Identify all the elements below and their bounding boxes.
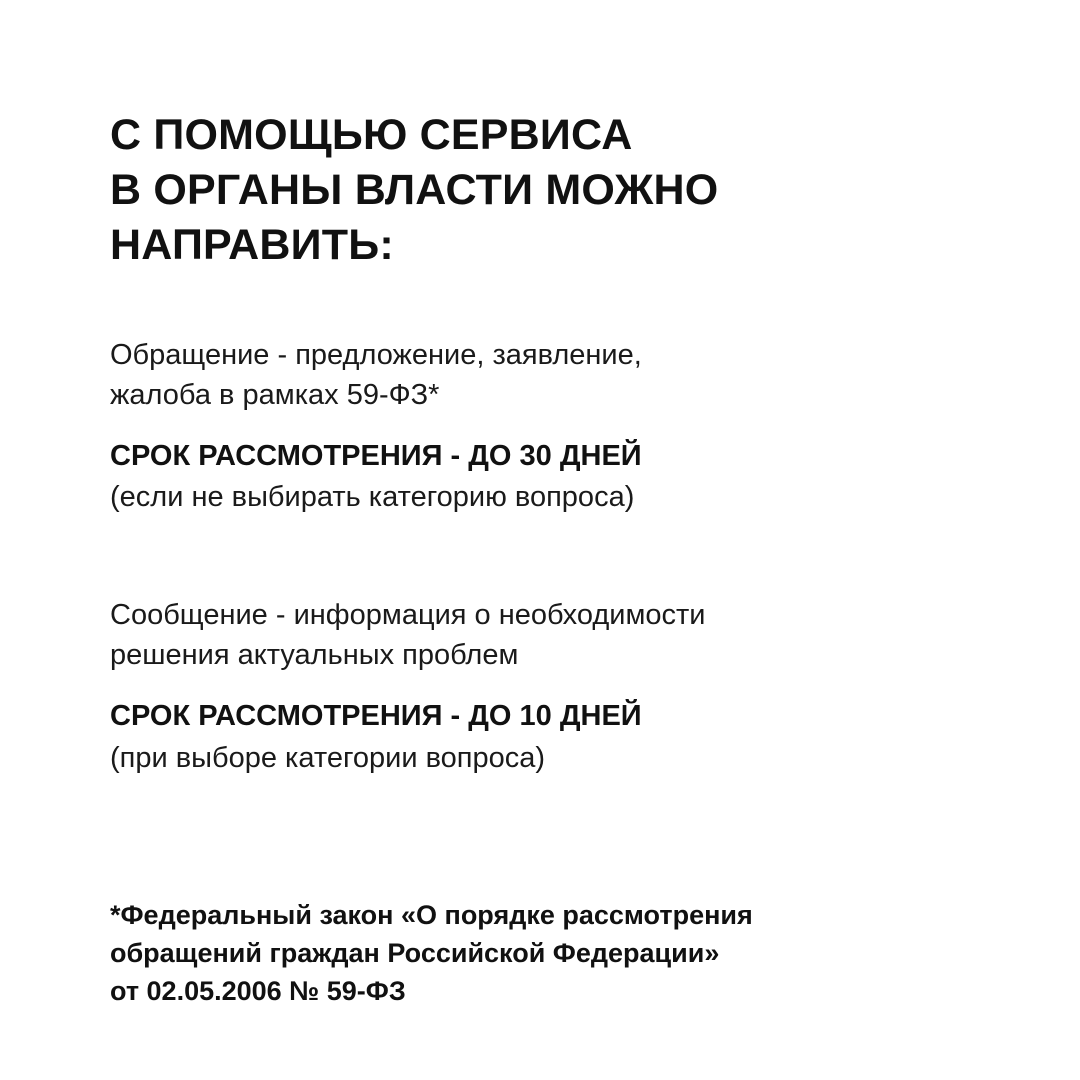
item-message-description-line-2: решения актуальных проблем — [110, 639, 519, 672]
section-divider — [110, 517, 970, 595]
page-title — [110, 108, 890, 273]
item-appeal-description — [110, 335, 910, 415]
item-message-term: СРОК РАССМОТРЕНИЯ - ДО 10 ДНЕЙ — [110, 700, 642, 733]
footnote-line-1: *Федеральный закон «О порядке рассмотрения — [110, 899, 753, 930]
item-message-description — [110, 595, 910, 675]
item-appeal — [110, 335, 970, 517]
footnote-line-3: от 02.05.2006 № 59-ФЗ — [110, 976, 406, 1007]
footnote — [110, 896, 940, 1011]
footnote-line-2: обращений граждан Российской Федерации» — [110, 938, 720, 969]
page-title-line-3: НАПРАВИТЬ: — [110, 221, 394, 270]
item-appeal-description-line-2: жалоба в рамках 59-ФЗ* — [110, 379, 440, 412]
page-title-line-2: В ОРГАНЫ ВЛАСТИ МОЖНО — [110, 166, 719, 215]
item-appeal-term: СРОК РАССМОТРЕНИЯ - ДО 30 ДНЕЙ — [110, 440, 642, 473]
page-title-line-1: С ПОМОЩЬЮ СЕРВИСА — [110, 111, 633, 159]
item-message — [110, 595, 970, 777]
item-message-description-line-1: Сообщение - информация о необходимости — [110, 599, 706, 632]
item-appeal-description-line-1: Обращение - предложение, заявление, — [110, 339, 642, 372]
item-message-note: (при выборе категории вопроса) — [110, 741, 546, 774]
item-appeal-note: (если не выбирать категорию вопроса) — [110, 481, 635, 514]
